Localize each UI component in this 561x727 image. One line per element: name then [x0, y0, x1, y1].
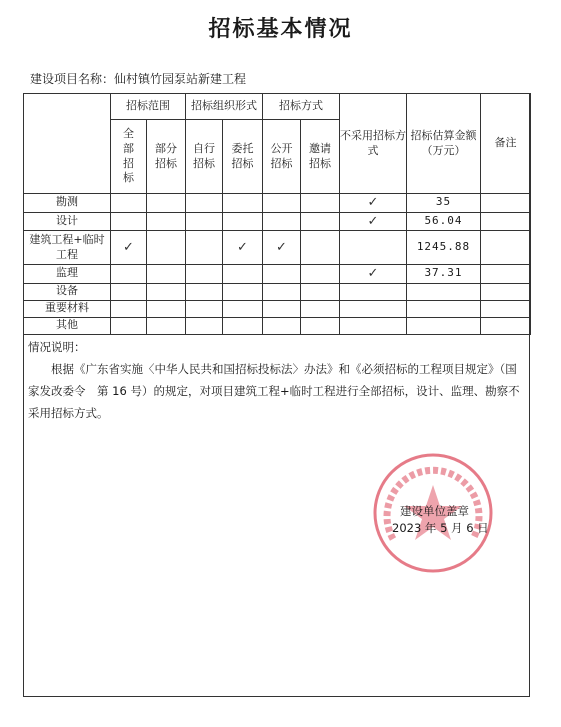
row-label: 重要材料: [24, 300, 111, 317]
cell-no-tender: ✓: [340, 212, 407, 231]
cell-scope-partial: [147, 194, 186, 213]
cell-amount: 56.04: [407, 212, 481, 231]
row-label: 设计: [24, 212, 111, 231]
cell-org-delegate: ✓: [223, 231, 263, 265]
header-no-tender: 不采用招标方式: [340, 94, 407, 194]
cell-org-delegate: [223, 212, 263, 231]
cell-method-open: [263, 212, 301, 231]
header-method-invite: [301, 120, 340, 194]
table-row: [24, 265, 531, 284]
cell-scope-partial: [147, 300, 186, 317]
cell-scope-partial: [147, 317, 186, 334]
cell-amount: 37.31: [407, 265, 481, 284]
cell-org-self: [186, 194, 223, 213]
cell-scope-partial: [147, 231, 186, 265]
cell-org-self: [186, 283, 223, 300]
table-row: [24, 317, 531, 334]
table-row: [24, 283, 531, 300]
cell-method-open: ✓: [263, 231, 301, 265]
cell-amount: 1245.88: [407, 231, 481, 265]
cell-org-delegate: [223, 283, 263, 300]
cell-no-tender: [340, 317, 407, 334]
row-label: 其他: [24, 317, 111, 334]
table-row: [24, 194, 531, 213]
cell-amount: [407, 300, 481, 317]
header-scope-full-text: 全部招标: [123, 126, 134, 185]
cell-remarks: [481, 265, 531, 284]
header-scope-partial-text: 部分招标: [155, 141, 177, 170]
page-title: 招标基本情况: [208, 17, 353, 42]
cell-org-self: [186, 231, 223, 265]
cell-method-invite: [301, 231, 340, 265]
cell-org-self: [186, 300, 223, 317]
cell-remarks: [481, 317, 531, 334]
header-org-delegate: [223, 120, 263, 194]
cell-scope-partial: [147, 265, 186, 284]
header-org: 招标组织形式: [186, 94, 263, 120]
cell-no-tender: ✓: [340, 194, 407, 213]
row-label: 监理: [24, 265, 111, 284]
header-org-delegate-text: 委托招标: [231, 141, 254, 170]
cell-org-delegate: [223, 194, 263, 213]
header-method-open-text: 公开招标: [270, 141, 293, 170]
header-method: 招标方式: [263, 94, 340, 120]
header-estimate: 招标估算金额（万元）: [407, 94, 481, 194]
table-row: [24, 212, 531, 231]
header-remarks: 备注: [481, 94, 531, 194]
cell-amount: 35: [407, 194, 481, 213]
header-scope-partial: [147, 120, 186, 194]
cell-org-self: [186, 212, 223, 231]
header-scope-full: [111, 120, 147, 194]
cell-remarks: [481, 283, 531, 300]
cell-method-open: [263, 317, 301, 334]
cell-remarks: [481, 194, 531, 213]
header-blank-cell: [24, 94, 111, 194]
cell-method-invite: [301, 317, 340, 334]
cell-scope-full: [111, 317, 147, 334]
row-label: 勘测: [24, 194, 111, 213]
cell-amount: [407, 317, 481, 334]
project-name: 建设项目名称：仙村镇竹园泵站新建工程: [30, 72, 247, 86]
cell-org-delegate: [223, 265, 263, 284]
cell-remarks: [481, 212, 531, 231]
cell-method-open: [263, 194, 301, 213]
tender-table: [23, 93, 531, 335]
cell-method-open: [263, 300, 301, 317]
cell-remarks: [481, 300, 531, 317]
notes-body: 根据《广东省实施〈中华人民共和国招标投标法〉办法》和《必须招标的工程项目规定》（国家发改委令 第 16 号）的规定，对项目建筑工程+临时工程进行全部招标，设计、监理、勘察不采用招标方式。: [28, 362, 520, 420]
cell-scope-full: ✓: [111, 231, 147, 265]
cell-scope-full: [111, 283, 147, 300]
cell-org-self: [186, 317, 223, 334]
signature-date: 2023 年 5 月 6 日: [392, 521, 489, 535]
cell-method-invite: [301, 283, 340, 300]
cell-remarks: [481, 231, 531, 265]
signature-label: 建设单位盖章: [400, 504, 469, 518]
cell-method-invite: [301, 300, 340, 317]
cell-no-tender: [340, 283, 407, 300]
cell-method-open: [263, 265, 301, 284]
row-label: 建筑工程+临时工程: [24, 231, 111, 265]
cell-no-tender: [340, 300, 407, 317]
cell-scope-full: [111, 212, 147, 231]
cell-org-delegate: [223, 300, 263, 317]
cell-org-self: [186, 265, 223, 284]
cell-scope-full: [111, 265, 147, 284]
row-label: 设备: [24, 283, 111, 300]
cell-method-invite: [301, 212, 340, 231]
header-scope: 招标范围: [111, 94, 186, 120]
cell-scope-full: [111, 300, 147, 317]
cell-scope-partial: [147, 212, 186, 231]
header-org-self-text: 自行招标: [193, 141, 215, 170]
header-org-self: [186, 120, 223, 194]
cell-method-open: [263, 283, 301, 300]
cell-method-invite: [301, 194, 340, 213]
cell-no-tender: [340, 231, 407, 265]
table-row: [24, 231, 531, 265]
notes-label: 情况说明：: [28, 340, 86, 354]
cell-org-delegate: [223, 317, 263, 334]
cell-method-invite: [301, 265, 340, 284]
cell-scope-partial: [147, 283, 186, 300]
header-method-invite-text: 邀请招标: [309, 141, 331, 170]
header-method-open: [263, 120, 301, 194]
cell-no-tender: ✓: [340, 265, 407, 284]
table-row: [24, 300, 531, 317]
cell-scope-full: [111, 194, 147, 213]
cell-amount: [407, 283, 481, 300]
